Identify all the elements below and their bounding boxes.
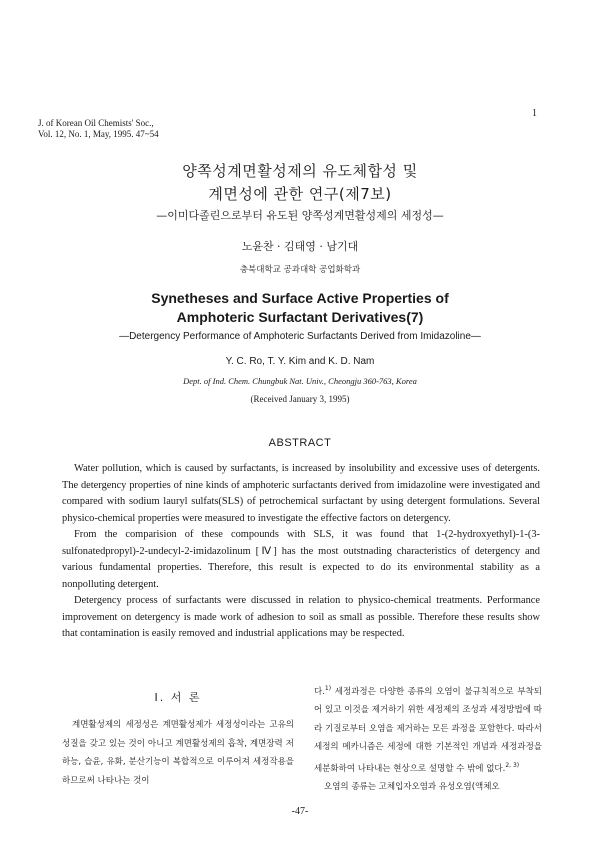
reference-superscript-2: 2, 3) (505, 761, 520, 769)
journal-citation-line1: J. of Korean Oil Chemists' Soc., (38, 118, 154, 128)
korean-subtitle: —이미다졸린으로부터 유도된 양쪽성계면활성제의 세정성— (156, 209, 444, 222)
abstract-paragraph-3: Detergency process of surfactants were discussed in relation to physico-chemical treatments. Performance improvement on detergency is made work of adhesion to soil as small as possible. Therefore these results show that contamination is easily removed and industrial applications may be respected. (62, 595, 540, 639)
journal-citation (38, 118, 159, 140)
section-heading-introduction: Ⅰ. 서 론 (154, 691, 202, 704)
abstract-paragraph-2: From the comparision of these compounds with SLS, it was found that 1-(2-hydroxyethyl)-1-(3-sulfonatedpropyl)-2-undecyl-2-imidazolinum [Ⅳ] has the most outstnading characteristics of detergency and various fundamental properties. Therefore, this result is expected to do its environmental stability as a nonpolluting detergent. (62, 529, 540, 590)
korean-affiliation: 충북대학교 공과대학 공업화학과 (239, 265, 361, 275)
english-authors: Y. C. Ro, T. Y. Kim and K. D. Nam (225, 356, 375, 367)
journal-citation-line2: Vol. 12, No. 1, May, 1995. 47~54 (38, 129, 159, 139)
abstract-heading: ABSTRACT (268, 437, 332, 449)
reference-superscript-1: 1) (324, 685, 332, 692)
left-column-paragraph: 계면활성제의 세정성은 계면활성제가 세정성이라는 고유의 성질을 갖고 있는 것이 아니고 계면활성제의 흡착, 계면장력 저하능, 습윤, 유화, 분산기능이 복합적으로 이루어져 세정작용을 하므로써 나타나는 것이 (62, 720, 294, 786)
korean-authors: 노윤찬 · 김태영 · 남기대 (241, 240, 359, 253)
page-number-top: 1 (532, 108, 537, 119)
abstract-body (62, 461, 540, 643)
right-column-paragraph-1 (314, 680, 542, 778)
korean-title-line2: 계면성에 관한 연구(제7보) (208, 185, 392, 203)
right-p1-mid: 세정과정은 다양한 종류의 오염이 불규칙적으로 부착되어 있고 이것을 제거하기 위한 세정제의 조성과 세정방법에 따라 기질로부터 오염을 제거하는 모든 과정을 포함한다. 따라서 세정의 메카니즘은 세정에 대한 기본적인 개념과 세정과정을 세분화하여 나타내는 현상으로 설명할 수 밖에 없다. (314, 686, 542, 774)
right-column (314, 680, 542, 797)
english-title-line1: Synetheses and Surface Active Properties of (151, 290, 449, 306)
english-title-line2: Amphoteric Surfactant Derivatives(7) (176, 309, 424, 325)
korean-title-line1: 양쪽성계면활성제의 유도체합성 및 (182, 162, 418, 180)
abstract-paragraph-1: Water pollution, which is caused by surfactants, is increased by insolubility and excessive uses of detergents. The detergency properties of nine kinds of amphoteric surfactants derived from imidazoline were investigated and compared with sodium lauryl sulfats(SLS) of petrochemical surfactant by using detergent formulations. Several physico-chemical properties were measured to investigate the effective factors on detergency. (62, 463, 540, 524)
english-subtitle: —Detergency Performance of Amphoteric Surfactants Derived from Imidazoline— (119, 331, 481, 342)
english-affiliation: Dept. of Ind. Chem. Chungbuk Nat. Univ., Cheongju 360-763, Korea (183, 376, 417, 386)
left-column (62, 716, 294, 790)
right-column-paragraph-2: 오염의 종류는 고체입자오염과 유성오염(액체오 (324, 782, 500, 793)
received-date: (Received January 3, 1995) (250, 394, 350, 404)
right-p1-start: 다. (314, 686, 325, 697)
page-number-bottom: -47- (291, 806, 309, 817)
